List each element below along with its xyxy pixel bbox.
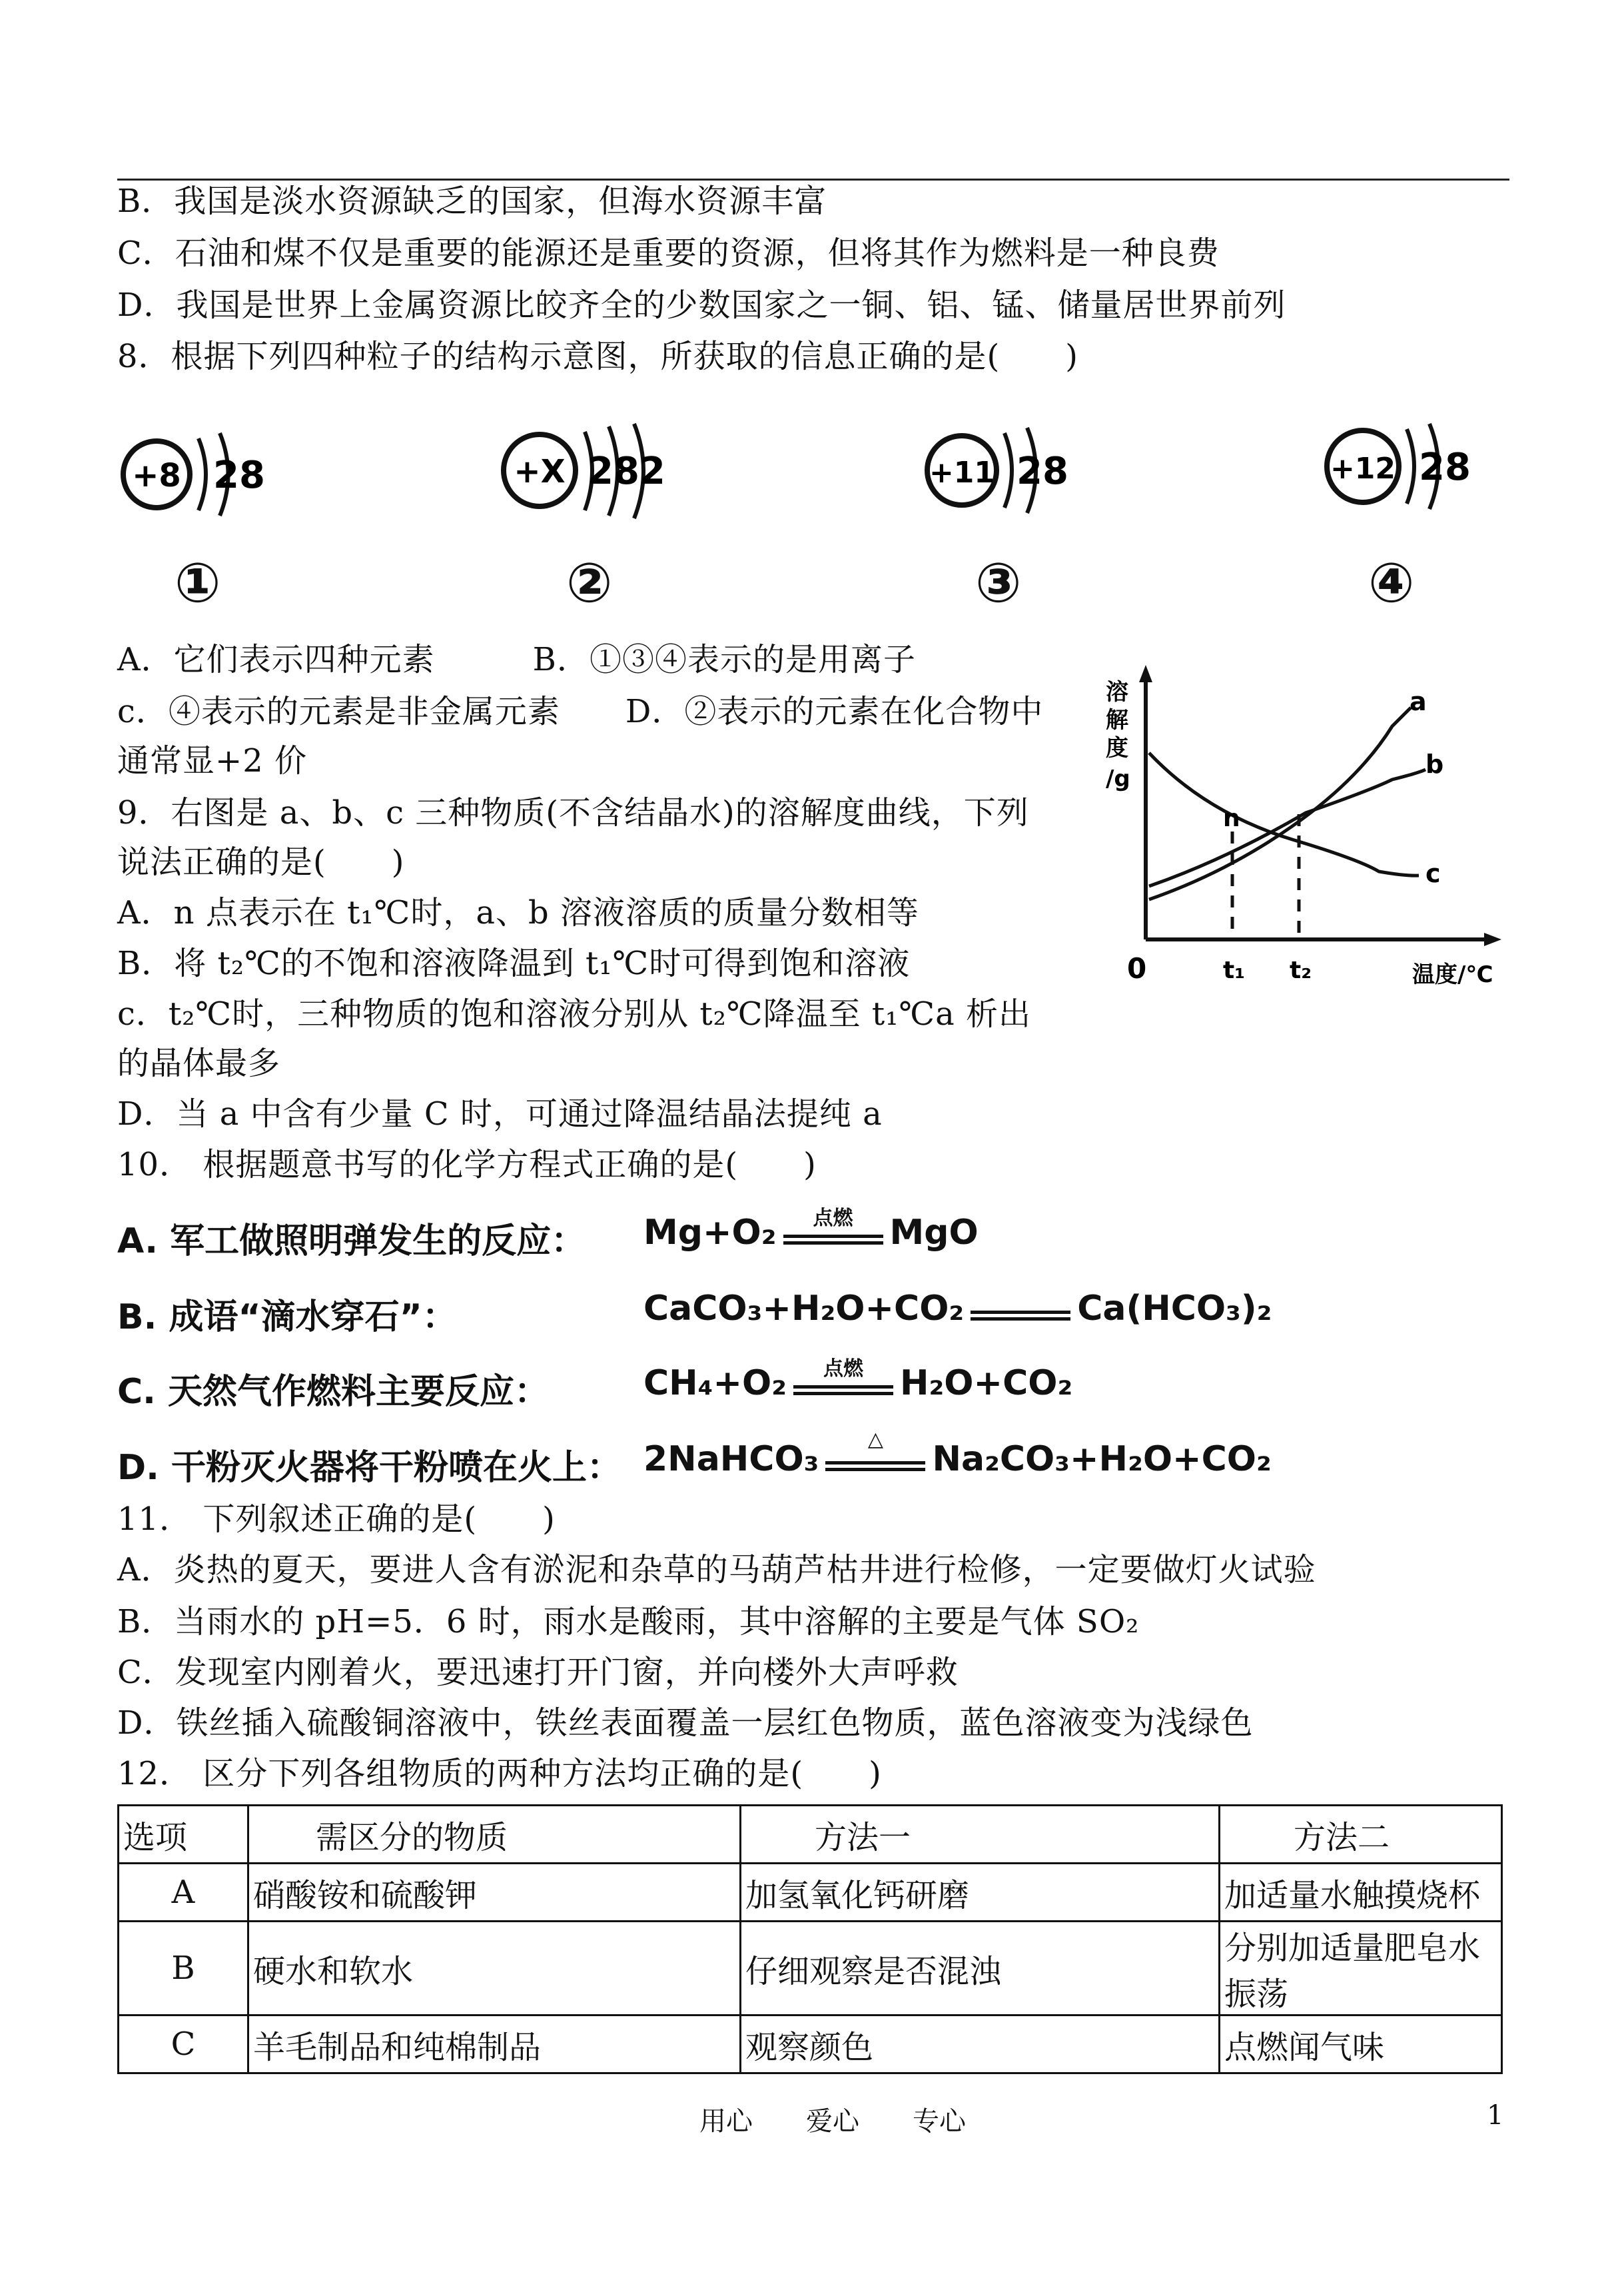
- atom-label-2: ②: [566, 552, 613, 615]
- table-row: [119, 1864, 1502, 1922]
- table-cell: B: [119, 1922, 248, 2015]
- question-10: 10． 根据题意书写的化学方程式正确的是( ): [117, 1146, 817, 1183]
- table-cell: 羊毛制品和纯棉制品: [248, 2015, 741, 2073]
- equation-label: C. 天然气作燃料主要反应：: [117, 1372, 550, 1412]
- header-cell: 方法二: [1220, 1806, 1502, 1864]
- products: Ca(HCO₃)₂: [1077, 1289, 1272, 1329]
- atom-diagram-3: [923, 421, 1096, 530]
- option-7b: B．我国是淡水资源缺乏的国家，但海水资源丰富: [117, 183, 827, 220]
- table-cell: C: [119, 2015, 248, 2073]
- nucleus-charge: +11: [929, 456, 995, 490]
- condition: 点燃: [813, 1207, 853, 1230]
- page-number: 1: [1487, 2100, 1504, 2131]
- atom-label-1: ①: [175, 552, 221, 615]
- header-cell: 需区分的物质: [248, 1806, 741, 1864]
- table-row: [119, 1922, 1502, 2015]
- condition: 点燃: [823, 1357, 864, 1381]
- condition: △: [867, 1428, 883, 1451]
- question-12: 12． 区分下列各组物质的两种方法均正确的是( ): [117, 1755, 882, 1792]
- option-11c: C．发现室内刚着火，要迅速打开门窗，并向楼外大声呼救: [117, 1654, 959, 1691]
- atom-diagram-1: [120, 426, 293, 536]
- t2-label: t₂: [1290, 957, 1312, 984]
- curve-a-label: a: [1410, 687, 1427, 716]
- ylabel-3: /g: [1106, 766, 1130, 792]
- ylabel-2: 度: [1106, 735, 1128, 762]
- origin-label: 0: [1127, 952, 1147, 985]
- curve-c-label: c: [1425, 859, 1441, 888]
- header-rule: [117, 179, 1509, 181]
- table-cell: 观察颜色: [741, 2015, 1220, 2073]
- options-table: [117, 1804, 1503, 2074]
- products: Na₂CO₃+H₂O+CO₂: [932, 1439, 1272, 1479]
- header-cell: 选项: [119, 1806, 248, 1864]
- ylabel-1: 解: [1106, 707, 1128, 734]
- option-11a: A．炎热的夏天，要进人含有淤泥和杂草的马葫芦枯井进行检修，一定要做灯火试验: [117, 1551, 1316, 1588]
- nucleus-charge: +8: [132, 457, 181, 494]
- option-9c-cont: 的晶体最多: [117, 1045, 281, 1082]
- option-7c: C．石油和煤不仅是重要的能源还是重要的资源，但将其作为燃料是一种良费: [117, 235, 1220, 272]
- point-n: n: [1223, 805, 1240, 832]
- option-11b: B．当雨水的 pH=5．6 时，雨水是酸雨，其中溶解的主要是气体 SO₂: [117, 1603, 1140, 1640]
- reaction-arrow: [825, 1428, 925, 1478]
- footer-motto: 用心 爱心 专心: [699, 2106, 966, 2137]
- electron-shells: 282: [588, 450, 665, 493]
- ylabel-0: 溶: [1106, 679, 1128, 706]
- nucleus-charge: +12: [1330, 452, 1396, 486]
- option-9d: D．当 a 中含有少量 C 时，可通过降温结晶法提纯 a: [117, 1095, 883, 1133]
- reactants: CH₄+O₂: [643, 1363, 787, 1403]
- nucleus-charge: +X: [514, 453, 566, 490]
- atom-label-3: ③: [975, 552, 1022, 615]
- reaction-arrow: [971, 1293, 1070, 1328]
- products: H₂O+CO₂: [900, 1363, 1073, 1403]
- reaction-arrow: [793, 1357, 893, 1403]
- atom-diagram-2: [498, 417, 698, 533]
- equation-label: B. 成语“滴水穿石”：: [117, 1297, 457, 1337]
- option-7d: D．我国是世界上金属资源比皎齐全的少数国家之一铜、铝、锰、储量居世界前列: [117, 287, 1286, 324]
- options-8-ab: A．它们表示四种元素 B．①③④表示的是用离子: [117, 641, 916, 678]
- t1-label: t₁: [1223, 957, 1245, 984]
- table-cell: 硬水和软水: [248, 1922, 741, 2015]
- table-row: [119, 2015, 1502, 2073]
- reactants: 2NaHCO₃: [643, 1439, 819, 1479]
- option-9b: B．将 t₂℃的不饱和溶液降温到 t₁℃时可得到饱和溶液: [117, 945, 911, 982]
- equation-label: D. 干粉灭火器将干粉喷在火上：: [117, 1448, 622, 1488]
- equation-label: A. 军工做照明弹发生的反应：: [117, 1221, 586, 1261]
- table-cell: 加氢氧化钙研磨: [741, 1864, 1220, 1922]
- table-header-row: [119, 1806, 1502, 1864]
- reactants: CaCO₃+H₂O+CO₂: [643, 1289, 965, 1329]
- electron-shells: 28: [1419, 446, 1471, 489]
- question-9-cont: 说法正确的是( ): [117, 844, 405, 881]
- products: MgO: [889, 1213, 979, 1253]
- option-9c: c．t₂℃时，三种物质的饱和溶液分别从 t₂℃降温至 t₁℃a 析出: [117, 995, 1031, 1033]
- header-cell: 方法一: [741, 1806, 1220, 1864]
- reactants: Mg+O₂: [643, 1213, 777, 1253]
- option-8-d-cont: 通常显+2 价: [117, 742, 308, 780]
- table-cell: 硝酸铵和硫酸钾: [248, 1864, 741, 1922]
- table-cell: 仔细观察是否混浊: [741, 1922, 1220, 2015]
- options-8-cd: c．④表示的元素是非金属元素 D．②表示的元素在化合物中: [117, 693, 1044, 730]
- curve-b-label: b: [1425, 750, 1444, 779]
- option-11d: D．铁丝插入硫酸铜溶液中，铁丝表面覆盖一层红色物质，蓝色溶液变为浅绿色: [117, 1704, 1254, 1742]
- question-11: 11． 下列叙述正确的是( ): [117, 1500, 556, 1538]
- electron-shells: 28: [213, 454, 265, 497]
- table-cell: 加适量水触摸烧杯: [1220, 1864, 1502, 1922]
- question-9: 9．右图是 a、b、c 三种物质(不含结晶水)的溶解度曲线，下列: [117, 794, 1029, 832]
- atom-label-4: ④: [1368, 552, 1415, 615]
- electron-shells: 28: [1016, 450, 1068, 493]
- table-cell: A: [119, 1864, 248, 1922]
- option-9a: A．n 点表示在 t₁℃时，a、b 溶液溶质的质量分数相等: [117, 894, 919, 931]
- table-cell: 点燃闻气味: [1220, 2015, 1502, 2073]
- xlabel: 温度/℃: [1412, 961, 1493, 988]
- solubility-graph: [1092, 660, 1519, 1009]
- table-cell: 分别加适量肥皂水振荡: [1220, 1922, 1502, 2015]
- reaction-arrow: [783, 1207, 883, 1252]
- atom-diagram-4: [1323, 417, 1496, 526]
- question-8: 8．根据下列四种粒子的结构示意图，所获取的信息正确的是( ): [117, 338, 1078, 375]
